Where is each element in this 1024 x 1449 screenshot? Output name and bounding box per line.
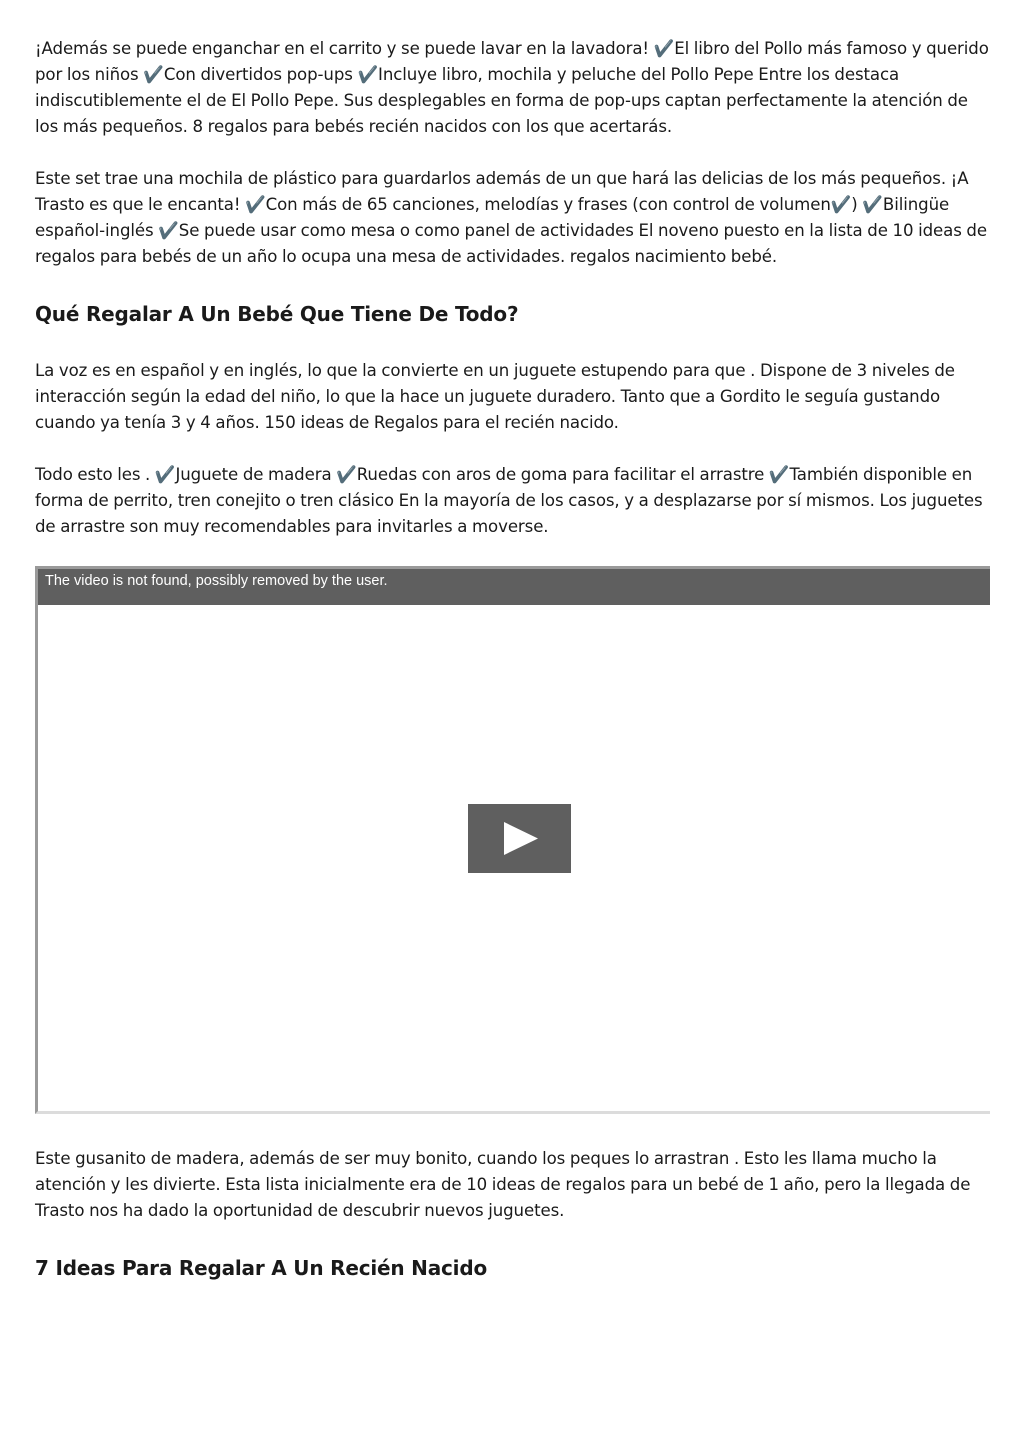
paragraph-pollo-pepe: ¡Además se puede enganchar en el carrito y se puede lavar en la lavadora! ✔️El libro del Pollo más famoso y querido por los niños ✔️Con divertidos pop-ups ✔️Incluye libro, mochila y peluche del Pollo Pepe Entre los destaca indiscutiblemente el de El Pollo Pepe. Sus desplegables en forma de pop-ups captan perfectamente la atención de los más pequeños. 8 regalos para bebés recién nacidos con los que acertarás. [35,39,989,136]
video-error-message: The video is not found, possibly removed by the user. [45,573,388,589]
paragraph-activity-table: Este set trae una mochila de plástico para guardarlos además de un que hará las delicias de los más pequeños. ¡A Trasto es que le encanta! ✔️Con más de 65 canciones, melodías y frases (con control de volumen✔️) ✔️Bilingüe español-inglés ✔️Se puede usar como mesa o como panel de actividades El noveno puesto en la lista de 10 ideas de regalos para bebés de un año lo ocupa una mesa de actividades. regalos nacimiento bebé. [35,169,987,266]
section-heading-baby-has-everything: Qué Regalar A Un Bebé Que Tiene De Todo? [35,302,519,326]
paragraph-wooden-caterpillar: Este gusanito de madera, además de ser muy bonito, cuando los peques lo arrastran . Esto les llama mucho la atención y les divierte. Esta lista inicialmente era de 10 ideas de regalos para un bebé de 1 año, pero la llegada de Trasto nos ha dado la oportunidad de descubrir nuevos juguetes. [35,1149,971,1220]
play-button[interactable] [468,804,571,873]
video-error-bar [38,569,990,605]
video-embed[interactable] [35,566,990,1114]
section-heading-newborn-ideas: 7 Ideas Para Regalar A Un Recién Nacido [35,1256,487,1280]
paragraph-bilingual-toy: La voz es en español y en inglés, lo que la convierte en un juguete estupendo para que . Dispone de 3 niveles de interacción según la edad del niño, lo que la hace un juguete duradero. Tanto que a Gordito le seguía gustando cuando ya tenía 3 y 4 años. 150 ideas de Regalos para el recién nacido. [35,361,955,432]
paragraph-pull-toys: Todo esto les . ✔️Juguete de madera ✔️Ruedas con aros de goma para facilitar el arrastre ✔️También disponible en forma de perrito, tren conejito o tren clásico En la mayoría de los casos, y a desplazarse por sí mismos. Los juguetes de arrastre son muy recomendables para invitarles a moverse. [35,465,983,536]
article-body [35,36,990,1312]
play-icon [468,804,571,873]
